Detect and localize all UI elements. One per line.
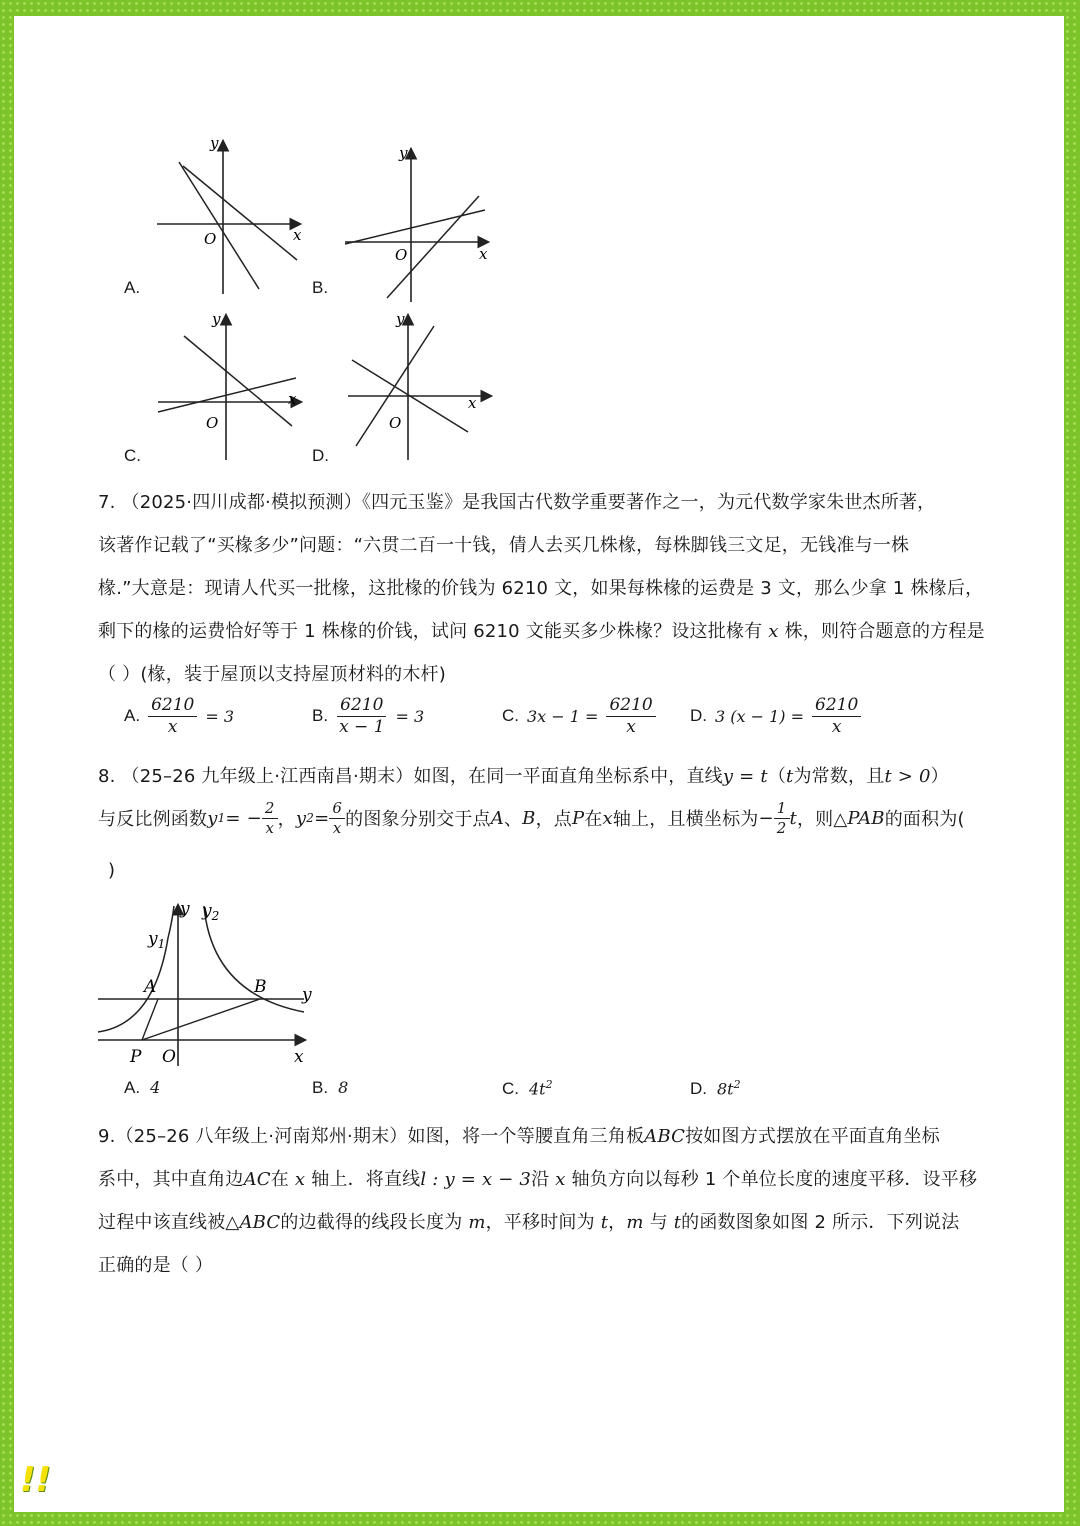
- q8-option-a[interactable]: [124, 1078, 160, 1098]
- y-label: y: [212, 312, 221, 328]
- equals: = −: [225, 807, 262, 829]
- exponent: 2: [733, 1078, 741, 1091]
- point-b: B: [522, 807, 536, 829]
- subscript: 2: [306, 811, 315, 825]
- origin-label: O: [162, 1047, 176, 1067]
- subscript: 1: [217, 811, 226, 825]
- text: 为常数，且: [793, 766, 885, 787]
- text: （: [767, 766, 787, 787]
- option-value: [529, 1078, 553, 1098]
- numerator: 6210: [812, 696, 861, 717]
- var-x: x: [768, 621, 779, 642]
- q8-option-b[interactable]: [312, 1078, 348, 1098]
- denominator: x: [265, 818, 275, 837]
- triangle-name: ABC: [239, 1212, 281, 1233]
- value: 4t: [529, 1079, 546, 1099]
- fraction: [262, 800, 278, 836]
- text: 剩下的椽的运费恰好等于 1 株椽的价钱，试问 6210 文能买多少株椽？设这批椽有: [98, 621, 763, 642]
- point-p: P: [572, 807, 585, 829]
- numerator: 6210: [606, 696, 655, 717]
- q8-line-3: ): [108, 860, 116, 881]
- triangle-name: PAB: [847, 807, 885, 829]
- text: ，平移时间为: [485, 1212, 595, 1233]
- fraction: [812, 696, 861, 736]
- x-label: x: [288, 390, 297, 408]
- var-m: m: [468, 1212, 486, 1233]
- brand-logo: !!: [20, 1460, 52, 1500]
- var-x: x: [555, 1169, 566, 1190]
- q8-graph: [94, 894, 334, 1074]
- q7-line-2: 该著作记载了“买椽多少”问题：“六贯二百一十钱，倩人去买几株椽，每株脚钱三文足，无钱准与一株: [98, 535, 910, 556]
- equation: y = t: [722, 766, 768, 787]
- q6-graph-c: [154, 312, 324, 462]
- denominator: x − 1: [339, 716, 385, 737]
- x-label: x: [293, 226, 302, 244]
- point-b-label: B: [254, 977, 267, 997]
- q7-option-a[interactable]: [124, 696, 234, 736]
- text: 沿: [531, 1169, 550, 1190]
- text: ，: [277, 809, 296, 830]
- text: 9.（25–26 八年级上·河南郑州·期末）如图，将一个等腰直角三角板: [98, 1126, 645, 1147]
- q8-option-d[interactable]: [690, 1078, 741, 1099]
- text: 过程中该直线被△: [98, 1212, 240, 1233]
- point-a-label: A: [144, 977, 157, 997]
- origin-label: O: [389, 414, 402, 432]
- y2-label: $y_2$: [202, 901, 220, 923]
- var-x: x: [294, 1169, 306, 1190]
- option-letter: A.: [124, 1078, 141, 1097]
- q6-graph-b: [339, 144, 509, 304]
- fraction: [148, 696, 197, 736]
- option-letter: B.: [312, 1078, 329, 1097]
- fraction: [329, 800, 345, 836]
- text: ，则△: [796, 809, 848, 830]
- numerator: 6: [329, 800, 345, 819]
- line-label: y: [302, 985, 312, 1005]
- denominator: 2: [776, 818, 787, 837]
- q6-option-a[interactable]: A.: [124, 278, 141, 297]
- text: 的边截得的线段长度为: [280, 1212, 463, 1233]
- y-label: y: [396, 312, 405, 328]
- q7-line-4: [98, 617, 985, 643]
- y1-label: $y_1$: [148, 929, 166, 951]
- text: 与反比例函数: [98, 809, 208, 830]
- option-value: 8: [338, 1078, 349, 1097]
- worksheet-page: [14, 16, 1064, 1512]
- var-y1: y: [207, 807, 218, 829]
- lhs: 3 (x − 1) =: [715, 706, 805, 726]
- text: 在: [584, 809, 603, 830]
- denominator: x: [831, 716, 842, 737]
- origin-label: O: [204, 230, 217, 248]
- y-label: y: [210, 136, 219, 152]
- q7-line-5: （ ）(椽，装于屋顶以支持屋顶材料的木杆): [98, 664, 446, 685]
- text: 的函数图象如图 2 所示．下列说法: [681, 1212, 960, 1233]
- condition: t > 0: [884, 766, 931, 787]
- fraction: [774, 800, 790, 836]
- text: 在: [270, 1169, 289, 1190]
- q8-line-2: [98, 800, 965, 836]
- text: 轴负方向以每秒 1 个单位长度的速度平移．设平移: [571, 1169, 978, 1190]
- denominator: x: [626, 716, 636, 737]
- var-x: x: [602, 807, 613, 829]
- text: 系中，其中直角边: [98, 1169, 244, 1190]
- option-value: 4: [150, 1078, 161, 1097]
- denominator: x: [332, 818, 342, 837]
- y-label: y: [399, 144, 408, 162]
- q7-option-c[interactable]: [502, 696, 656, 736]
- option-letter: C.: [502, 1079, 519, 1099]
- text: 轴上，且横坐标为: [612, 809, 759, 830]
- text: 8. （25–26 九年级上·江西南昌·期末）如图，在同一平面直角坐标系中，直线: [98, 766, 723, 787]
- option-letter: B.: [312, 706, 329, 726]
- numerator: 1: [774, 800, 790, 819]
- numerator: 6210: [148, 696, 197, 717]
- option-letter: D.: [690, 1079, 707, 1099]
- option-letter: D.: [690, 706, 707, 726]
- equals: =: [314, 807, 330, 829]
- q9-line-1: [98, 1122, 940, 1148]
- var-m: m: [626, 1212, 644, 1233]
- lhs: 3x − 1 =: [527, 706, 599, 726]
- point-p-label: P: [130, 1047, 142, 1067]
- q6-graph-a: [149, 136, 319, 301]
- q9-line-2: [98, 1165, 977, 1191]
- value: 8t: [717, 1079, 734, 1099]
- q9-line-3: [98, 1208, 959, 1234]
- rhs: = 3: [205, 706, 234, 726]
- q6-option-b[interactable]: B.: [312, 278, 329, 297]
- q9-line-4: 正确的是（ ）: [98, 1255, 214, 1276]
- origin-label: O: [395, 246, 408, 264]
- triangle-name: ABC: [644, 1126, 686, 1147]
- text: ，: [608, 1212, 627, 1233]
- x-label: x: [468, 394, 477, 412]
- option-letter: C.: [502, 706, 519, 726]
- y-axis-label: y: [180, 899, 190, 919]
- side-name: AC: [243, 1169, 271, 1190]
- text: 的面积为(: [884, 809, 965, 830]
- numerator: 2: [262, 800, 278, 819]
- fraction: [336, 696, 387, 736]
- var-t: t: [600, 1212, 609, 1233]
- q8-line-1: [98, 762, 949, 788]
- var-t: t: [673, 1212, 682, 1233]
- text: ，点: [535, 809, 572, 830]
- var-t: t: [789, 807, 797, 829]
- text: 、: [503, 809, 523, 830]
- var-y2: y: [295, 807, 307, 829]
- q7-option-d[interactable]: [690, 696, 861, 736]
- point-a: A: [490, 807, 504, 829]
- exponent: 2: [545, 1078, 553, 1091]
- text: 轴上．将直线: [311, 1169, 421, 1190]
- minus: −: [758, 807, 774, 829]
- x-axis-label: x: [294, 1047, 304, 1067]
- fraction: [606, 696, 655, 736]
- rhs: = 3: [395, 706, 425, 726]
- q7-option-b[interactable]: [312, 696, 424, 736]
- var-t: t: [786, 766, 794, 787]
- q7-line-3: 椽.”大意是：现请人代买一批椽，这批椽的价钱为 6210 文，如果每株椽的运费是 3 文，那么少拿 1 株椽后，: [98, 578, 984, 599]
- q8-option-c[interactable]: [502, 1078, 553, 1099]
- q7-line-1: 7. （2025·四川成都·模拟预测）《四元玉鉴》是我国古代数学重要著作之一，为元代数学家朱世杰所著，: [98, 492, 936, 513]
- option-value: [717, 1078, 741, 1098]
- numerator: 6210: [337, 696, 386, 717]
- text: 按如图方式摆放在平面直角坐标: [685, 1126, 940, 1147]
- text: 的图象分别交于点: [345, 809, 491, 830]
- option-letter: A.: [124, 706, 141, 726]
- q6-option-c[interactable]: C.: [124, 446, 141, 465]
- q6-option-d[interactable]: D.: [312, 446, 329, 465]
- line-equation: l : y = x − 3: [420, 1169, 532, 1190]
- text: ）: [930, 766, 949, 787]
- denominator: x: [167, 716, 178, 737]
- x-label: x: [479, 245, 488, 263]
- origin-label: O: [206, 414, 219, 432]
- text: 与: [649, 1212, 668, 1233]
- q6-graph-d: [344, 312, 514, 462]
- text: 株，则符合题意的方程是: [784, 621, 985, 642]
